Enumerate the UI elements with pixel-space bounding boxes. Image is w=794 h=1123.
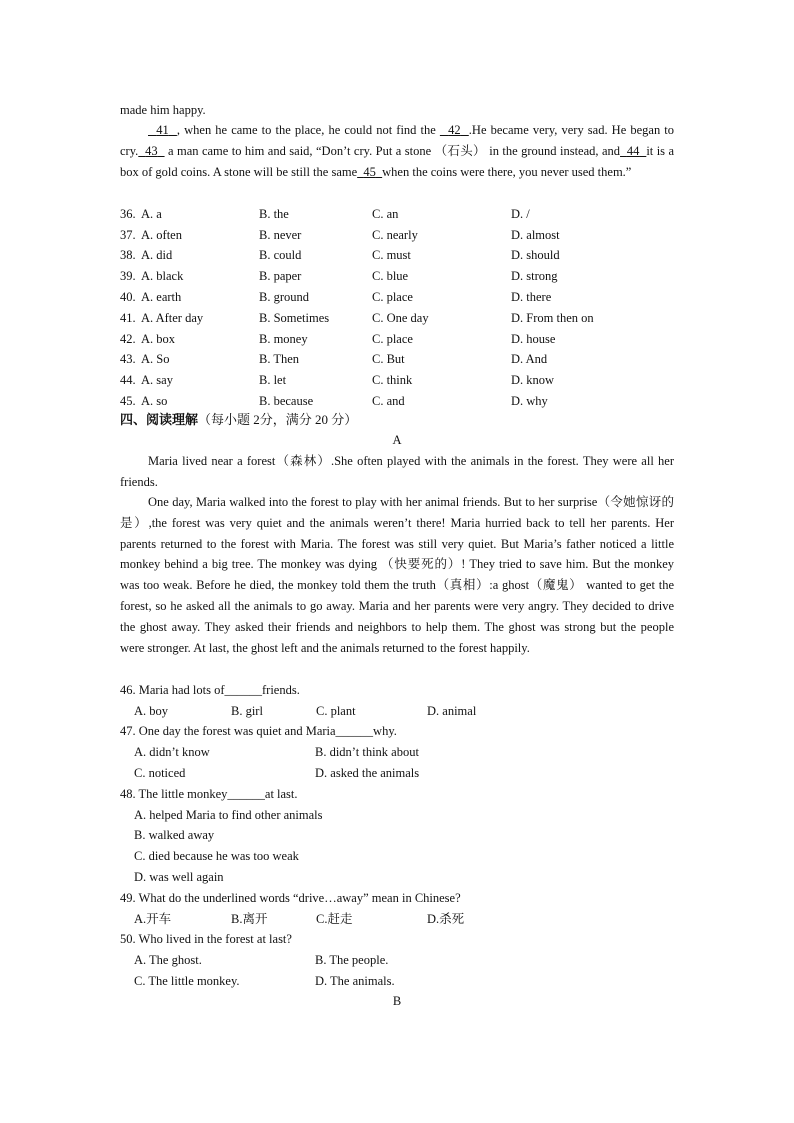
cloze-paragraph	[120, 120, 674, 182]
option-c: C. think	[372, 373, 413, 387]
blank-43: 43	[145, 143, 158, 158]
question-49-option-a: A.开车	[134, 912, 172, 926]
option-num: 44.	[120, 373, 136, 387]
cloze-text-5: when the coins were there, you never used them.”	[382, 164, 632, 179]
question-47-option-d: D. asked the animals	[315, 766, 420, 780]
option-d: D. From then on	[511, 311, 594, 325]
question-47-option-b: B. didn’t think about	[315, 745, 419, 759]
question-48-option-d: D. was well again	[134, 870, 224, 884]
option-b: B. because	[259, 394, 314, 408]
option-c: C. place	[372, 332, 413, 346]
option-a: A. did	[141, 248, 173, 262]
section-heading	[120, 412, 357, 428]
passage-a-paragraph-1: Maria lived near a forest（森林）.She often played with the animals in the forest. They were all her friends.	[120, 454, 674, 489]
option-c: C. must	[372, 248, 411, 262]
option-b: B. could	[259, 248, 302, 262]
option-c: C. nearly	[372, 228, 418, 242]
question-46-option-d: D. animal	[427, 704, 477, 718]
question-46-option-a: A. boy	[134, 704, 169, 718]
option-a: A. often	[141, 228, 182, 242]
option-b: B. ground	[259, 290, 309, 304]
question-48-option-c: C. died because he was too weak	[134, 849, 299, 863]
section-title: 四、阅读理解	[120, 412, 199, 427]
passage-label-b: B	[392, 994, 402, 1008]
option-d: D. almost	[511, 228, 560, 242]
question-47-stem: 47. One day the forest was quiet and Maria______why.	[120, 724, 397, 738]
option-d: D. there	[511, 290, 552, 304]
option-b: B. let	[259, 373, 287, 387]
question-49-option-c: C.赶走	[316, 912, 353, 926]
option-d: D. /	[511, 207, 530, 221]
option-a: A. black	[141, 269, 184, 283]
question-48-option-b: B. walked away	[134, 828, 215, 842]
option-b: B. the	[259, 207, 289, 221]
option-num: 40.	[120, 290, 136, 304]
option-num: 36.	[120, 207, 136, 221]
question-48-option-a: A. helped Maria to find other animals	[134, 808, 323, 822]
option-num: 41.	[120, 311, 136, 325]
option-c: C. place	[372, 290, 413, 304]
option-b: B. Sometimes	[259, 311, 330, 325]
blank-44: 44	[626, 143, 640, 158]
cloze-text-4: it is a box of gold coins. A stone will be still the same	[120, 143, 675, 179]
blank-42: 42	[448, 123, 461, 137]
question-46-option-c: C. plant	[316, 704, 356, 718]
option-c: C. One day	[372, 311, 429, 325]
section-note: （每小题 2分，满分 20 分）	[198, 412, 358, 427]
option-num: 38.	[120, 248, 136, 262]
option-d: D. why	[511, 394, 548, 408]
question-47-option-a: A. didn’t know	[134, 745, 210, 759]
option-c: C. an	[372, 207, 399, 221]
question-49-option-d: D.杀死	[427, 912, 465, 926]
question-50-option-d: D. The animals.	[315, 974, 395, 988]
option-a: A. earth	[141, 290, 182, 304]
question-46-option-b: B. girl	[231, 704, 263, 718]
option-c: C. But	[372, 352, 405, 366]
blank-41: 41	[156, 123, 169, 137]
option-d: D. know	[511, 373, 555, 387]
option-a: A. After day	[141, 311, 204, 325]
option-c: C. and	[372, 394, 405, 408]
option-b: B. Then	[259, 352, 300, 366]
option-d: D. house	[511, 332, 556, 346]
option-c: C. blue	[372, 269, 409, 283]
option-b: B. never	[259, 228, 302, 242]
question-50-stem: 50. Who lived in the forest at last?	[120, 932, 292, 946]
option-d: D. should	[511, 248, 560, 262]
cloze-text-2: .He became very, very sad. He began to cry.	[120, 123, 675, 158]
option-d: D. And	[511, 352, 548, 366]
cloze-text-1: , when he came to the place, he could not find the	[176, 123, 440, 137]
cloze-text-3: a man came to him and said, “Don’t cry. Put a stone （石头） in the ground instead, and	[164, 143, 621, 158]
option-num: 45.	[120, 394, 136, 408]
question-49-stem: 49. What do the underlined words “drive…away” mean in Chinese?	[120, 891, 461, 905]
option-b: B. money	[259, 332, 308, 346]
option-b: B. paper	[259, 269, 302, 283]
passage-line-0: made him happy.	[120, 103, 206, 117]
question-46-stem: 46. Maria had lots of______friends.	[120, 683, 300, 697]
option-d: D. strong	[511, 269, 558, 283]
question-50-option-c: C. The little monkey.	[134, 974, 240, 988]
question-50-option-b: B. The people.	[315, 953, 389, 967]
question-48-stem: 48. The little monkey______at last.	[120, 787, 298, 801]
question-47-option-c: C. noticed	[134, 766, 186, 780]
option-num: 39.	[120, 269, 136, 283]
passage-label-a: A	[392, 433, 402, 447]
passage-a-paragraph-2: One day, Maria walked into the forest to play with her animal friends. But to her surprise（令她惊讶的是）,the forest was very quiet and the animals weren’t there! Maria hurried back to tell her parents. Her parents returned to the forest with Maria. The forest was still very quiet. But Maria’s father noticed a little monkey behind a big tree. The monkey was dying （快要死的）! They tried to save him. But the monkey was too weak. Before he died, the monkey told them the truth（真相）:a ghost（魔鬼） wanted to get the forest, so he asked all the animals to go away. Maria and her parents were very angry. They decided to drive the ghost away. They asked their friends and neighbors to help them. The ghost was strong but the people were stronger. At last, the ghost left and the animals returned to the forest happily.	[120, 495, 674, 655]
blank-45: 45	[363, 164, 376, 179]
option-num: 43.	[120, 352, 136, 366]
option-a: A. so	[141, 394, 168, 408]
option-a: A. say	[141, 373, 173, 387]
option-num: 42.	[120, 332, 136, 346]
option-a: A. a	[141, 207, 162, 221]
option-a: A. So	[141, 352, 170, 366]
option-num: 37.	[120, 228, 136, 242]
option-a: A. box	[141, 332, 176, 346]
question-49-option-b: B.离开	[231, 912, 268, 926]
question-50-option-a: A. The ghost.	[134, 953, 202, 967]
